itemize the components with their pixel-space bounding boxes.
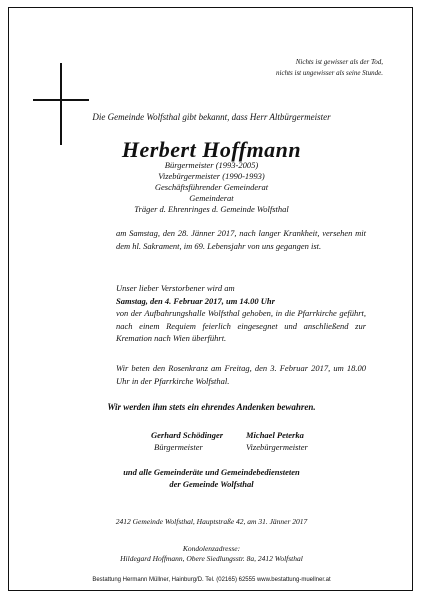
funeral-paragraph — [116, 282, 366, 345]
funeral-home-footer: Bestattung Hermann Müllner, Hainburg/D. Tel. (02165) 62555 www.bestattung-muellner.at — [92, 577, 331, 583]
rosary-paragraph: Wir beten den Rosenkranz am Freitag, den 3. Februar 2017, um 18.00 Uhr in der Pfarrkirche Wolfsthal. — [116, 363, 366, 386]
title-line-2: Vizebürgermeister (1990-1993) — [158, 171, 265, 181]
closing-block — [0, 466, 423, 490]
funeral-intro: Unser lieber Verstorbener wird am — [116, 283, 235, 293]
memory-line: Wir werden ihm stets ein ehrendes Andenken bewahren. — [107, 402, 316, 412]
signature-role-2: Vizebürgermeister — [246, 442, 308, 452]
deceased-titles — [0, 160, 423, 215]
title-line-5: Träger d. Ehrenringes d. Gemeinde Wolfsthal — [134, 204, 289, 214]
intro-text: Die Gemeinde Wolfsthal gibt bekannt, dass Herr Altbürgermeister — [92, 112, 331, 122]
funeral-details: von der Aufbahrungshalle Wolfsthal gehoben, in die Pfarrkirche geführt, nach einem Requiem feierlich eingesegnet und anschließend zur Kremation nach Wien überführt. — [116, 308, 366, 343]
cross-icon-vertical — [60, 63, 62, 145]
signature-name-1: Gerhard Schödinger — [151, 430, 224, 440]
title-line-4: Gemeinderat — [189, 193, 234, 203]
condolence-block — [0, 544, 423, 564]
condolence-label: Kondolenzadresse: — [182, 544, 241, 553]
cross-icon-horizontal — [33, 99, 89, 101]
closing-line-2: der Gemeinde Wolfsthal — [169, 479, 254, 489]
title-line-3: Geschäftsführender Gemeinderat — [154, 182, 269, 192]
title-line-1: Bürgermeister (1993-2005) — [164, 160, 259, 170]
place-date: 2412 Gemeinde Wolfsthal, Hauptstraße 42, am 31. Jänner 2017 — [115, 517, 308, 526]
condolence-address: Hildegard Hoffmann, Obere Siedlungsstr. 8a, 2412 Wolfsthal — [120, 554, 303, 563]
quote-line-2: nichts ist ungewisser als seine Stunde. — [276, 69, 383, 77]
signature-role-1: Bürgermeister — [154, 442, 203, 452]
signatures — [0, 429, 423, 459]
death-notice: am Samstag, den 28. Jänner 2017, nach langer Krankheit, versehen mit dem hl. Sakrament, im 69. Lebensjahr von uns gegangen ist. — [116, 228, 366, 251]
closing-line-1: und alle Gemeinderäte und Gemeindebediensteten — [123, 467, 300, 477]
epigraph-quote — [203, 57, 383, 79]
quote-line-1: Nichts ist gewisser als der Tod, — [295, 58, 383, 66]
deceased-name: Herbert Hoffmann — [121, 137, 302, 162]
signature-name-2: Michael Peterka — [246, 430, 304, 440]
funeral-date-time: Samstag, den 4. Februar 2017, um 14.00 Uhr — [116, 295, 275, 306]
